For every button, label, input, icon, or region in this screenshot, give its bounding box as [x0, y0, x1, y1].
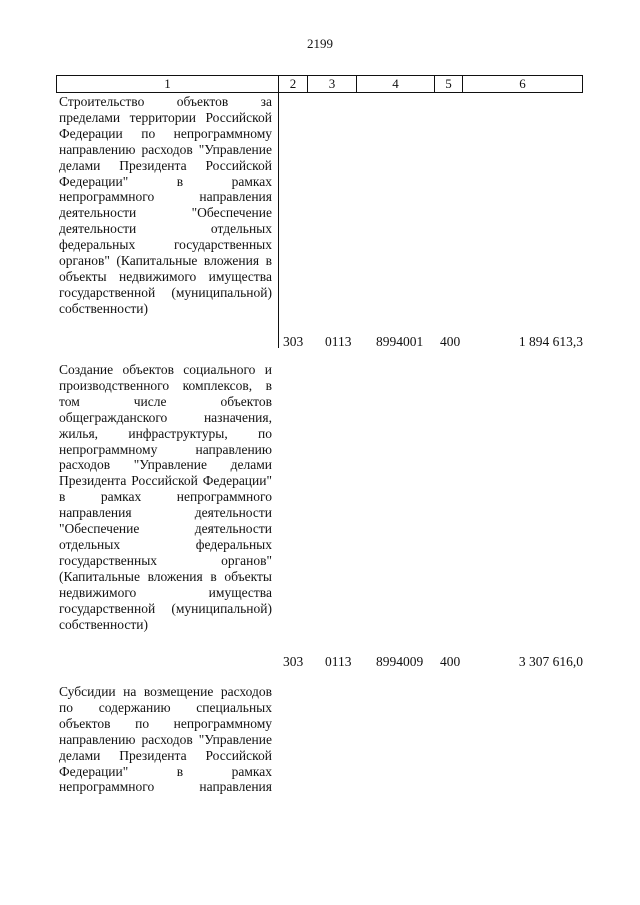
header-col-2: 2 [279, 76, 308, 92]
column-divider [278, 93, 279, 348]
row-col-4: 8994009 [376, 654, 424, 669]
page-number: 2199 [307, 36, 333, 51]
table-header-row [56, 75, 583, 93]
header-col-5: 5 [435, 76, 463, 92]
header-col-3: 3 [308, 76, 357, 92]
row-col-2: 303 [283, 654, 304, 669]
row-col-6: 1 894 613,3 [518, 334, 583, 349]
header-col-4: 4 [357, 76, 435, 92]
row-col-2: 303 [283, 334, 304, 349]
row-col-3: 0113 [325, 334, 352, 349]
row-col-3: 0113 [325, 654, 352, 669]
row-description: Создание объектов социального и производственного комплексов, в том числе объектов общегражданского назначения, жилья, инфраструктуры, по непрограммному направлению расходов "Управление делами Президента Российской Федерации" в рамках непрограммного направления деятельности "Обеспечение деятельности отдельных федеральных государственных органов" (Капитальные вложения в объекты недвижимого имущества государственной (муниципальной) собственности) [59, 362, 272, 632]
row-col-6: 3 307 616,0 [518, 654, 583, 669]
row-col-5: 400 [440, 654, 461, 669]
row-col-4: 8994001 [376, 334, 424, 349]
row-description: Строительство объектов за пределами территории Российской Федерации по непрограммному направлению расходов "Управление делами Президента Российской Федерации" в рамках непрограммного направления деятельности "Обеспечение деятельности отдельных федеральных государственных органов" (Капитальные вложения в объекты недвижимого имущества государственной (муниципальной) собственности) [59, 94, 272, 316]
row-description: Субсидии на возмещение расходов по содержанию специальных объектов по непрограммному направлению расходов "Управление делами Президента Российской Федерации" в рамках непрограммного направления [59, 684, 272, 795]
row-col-5: 400 [440, 334, 461, 349]
header-col-6: 6 [519, 76, 526, 91]
header-col-1: 1 [57, 76, 279, 92]
